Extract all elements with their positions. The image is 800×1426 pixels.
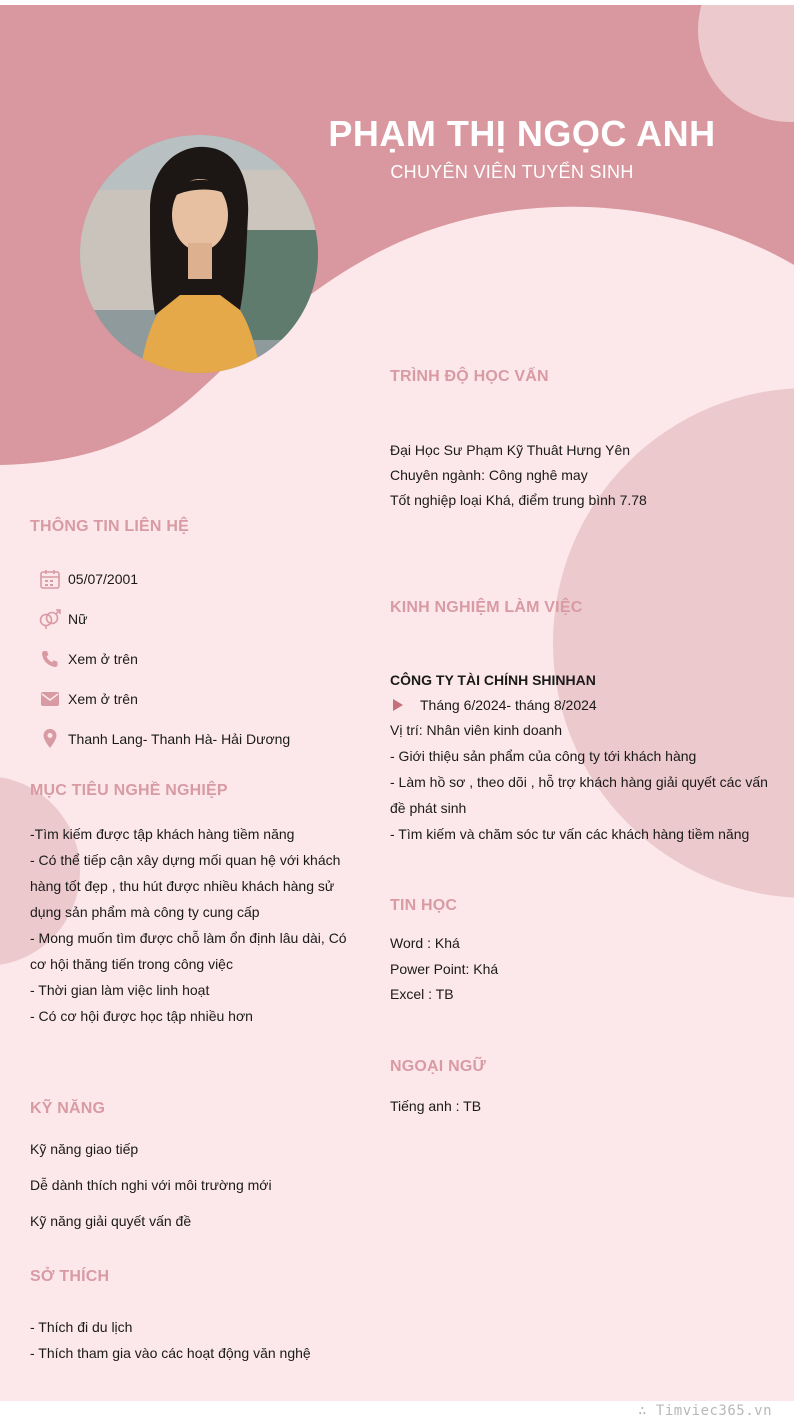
objective-text <box>30 821 360 1029</box>
language-line: Tiếng anh : TB <box>390 1098 482 1114</box>
section-skills-heading: KỸ NĂNG <box>30 1100 106 1117</box>
skill-item: Kỹ năng giải quyết vấn đề <box>30 1213 192 1229</box>
hobby-item: - Thích tham gia vào các hoạt động văn nghệ <box>30 1345 311 1361</box>
education-line: Tốt nghiệp loại Khá, điểm trung bình 7.78 <box>390 492 647 508</box>
birthday-value: 05/07/2001 <box>68 571 139 587</box>
calendar-icon <box>38 567 62 591</box>
experience-line: đề phát sinh <box>390 800 467 816</box>
education-line: Đại Học Sư Phạm Kỹ Thuât Hưng Yên <box>390 442 631 458</box>
location-icon <box>38 727 62 751</box>
experience-line: Vị trí: Nhân viên kinh doanh <box>390 722 562 738</box>
objective-line: -Tìm kiếm được tập khách hàng tiềm năng <box>30 826 295 842</box>
education-line: Chuyên ngành: Công nghê may <box>390 467 588 483</box>
company-name: CÔNG TY TÀI CHÍNH SHINHAN <box>390 672 596 688</box>
contact-item-address <box>38 727 290 751</box>
education-text <box>390 438 780 513</box>
email-icon <box>38 687 62 711</box>
phone-value: Xem ở trên <box>68 651 138 667</box>
skill-item: Kỹ năng giao tiếp <box>30 1141 139 1157</box>
contact-item-gender <box>38 607 87 631</box>
cv-page <box>0 5 794 1401</box>
objective-line: hàng tốt đẹp , thu hút được nhiều khách hàng sử <box>30 878 335 894</box>
experience-details <box>390 717 785 847</box>
watermark-logo: ∴ Timviec365.vn <box>638 1403 772 1419</box>
gender-value: Nữ <box>68 611 88 627</box>
objective-line: - Có cơ hội được học tập nhiều hơn <box>30 1008 253 1024</box>
gender-icon <box>38 607 62 631</box>
phone-icon <box>38 647 62 671</box>
section-hobbies-heading: SỞ THÍCH <box>30 1268 110 1285</box>
it-line: Excel : TB <box>390 986 454 1002</box>
objective-line: - Mong muốn tìm được chỗ làm ổn định lâu dài, Có <box>30 930 347 946</box>
section-languages-heading: NGOẠI NGỮ <box>390 1058 486 1075</box>
languages-list <box>390 1093 780 1119</box>
objective-line: cơ hội thăng tiến trong công việc <box>30 956 233 972</box>
skills-list <box>30 1131 360 1239</box>
contact-item-birthday <box>38 567 138 591</box>
objective-line: dụng sản phẩm mà công ty cung cấp <box>30 904 260 920</box>
section-objective-heading: MỤC TIÊU NGHỀ NGHIỆP <box>30 782 228 799</box>
address-value: Thanh Lang- Thanh Hà- Hải Dương <box>68 731 291 747</box>
email-value: Xem ở trên <box>68 691 138 707</box>
hobbies-list <box>30 1314 360 1366</box>
contact-item-email <box>38 687 138 711</box>
job-title: CHUYÊN VIÊN TUYỂN SINH <box>390 162 634 182</box>
it-line: Word : Khá <box>390 935 460 951</box>
objective-line: - Có thể tiếp cận xây dựng mối quan hệ với khách <box>30 852 341 868</box>
section-contact-heading: THÔNG TIN LIÊN HỆ <box>30 518 189 535</box>
it-line: Power Point: Khá <box>390 960 499 977</box>
objective-line: - Thời gian làm việc linh hoạt <box>30 982 210 998</box>
it-skills <box>390 931 780 1008</box>
experience-line: - Tìm kiếm và chăm sóc tư vấn các khách hàng tiềm năng <box>390 826 750 842</box>
profile-photo <box>80 135 318 373</box>
section-education-heading: TRÌNH ĐỘ HỌC VẤN <box>390 368 549 385</box>
section-experience-heading: KINH NGHIỆM LÀM VIỆC <box>390 599 583 616</box>
skill-item: Dễ dành thích nghi với môi trường mới <box>30 1177 272 1193</box>
section-it-heading: TIN HỌC <box>390 897 458 914</box>
hobby-item: - Thích đi du lịch <box>30 1319 133 1335</box>
job-period-text: Tháng 6/2024- tháng 8/2024 <box>420 697 597 713</box>
experience-line: - Làm hồ sơ , theo dõi , hỗ trợ khách hàng giải quyết các vấn <box>390 774 768 790</box>
play-icon <box>393 699 403 711</box>
experience-line: - Giới thiệu sản phẩm của công ty tới khách hàng <box>390 748 697 764</box>
contact-item-phone <box>38 647 138 671</box>
candidate-name: PHẠM THỊ NGỌC ANH <box>328 113 716 154</box>
job-period <box>390 697 597 713</box>
